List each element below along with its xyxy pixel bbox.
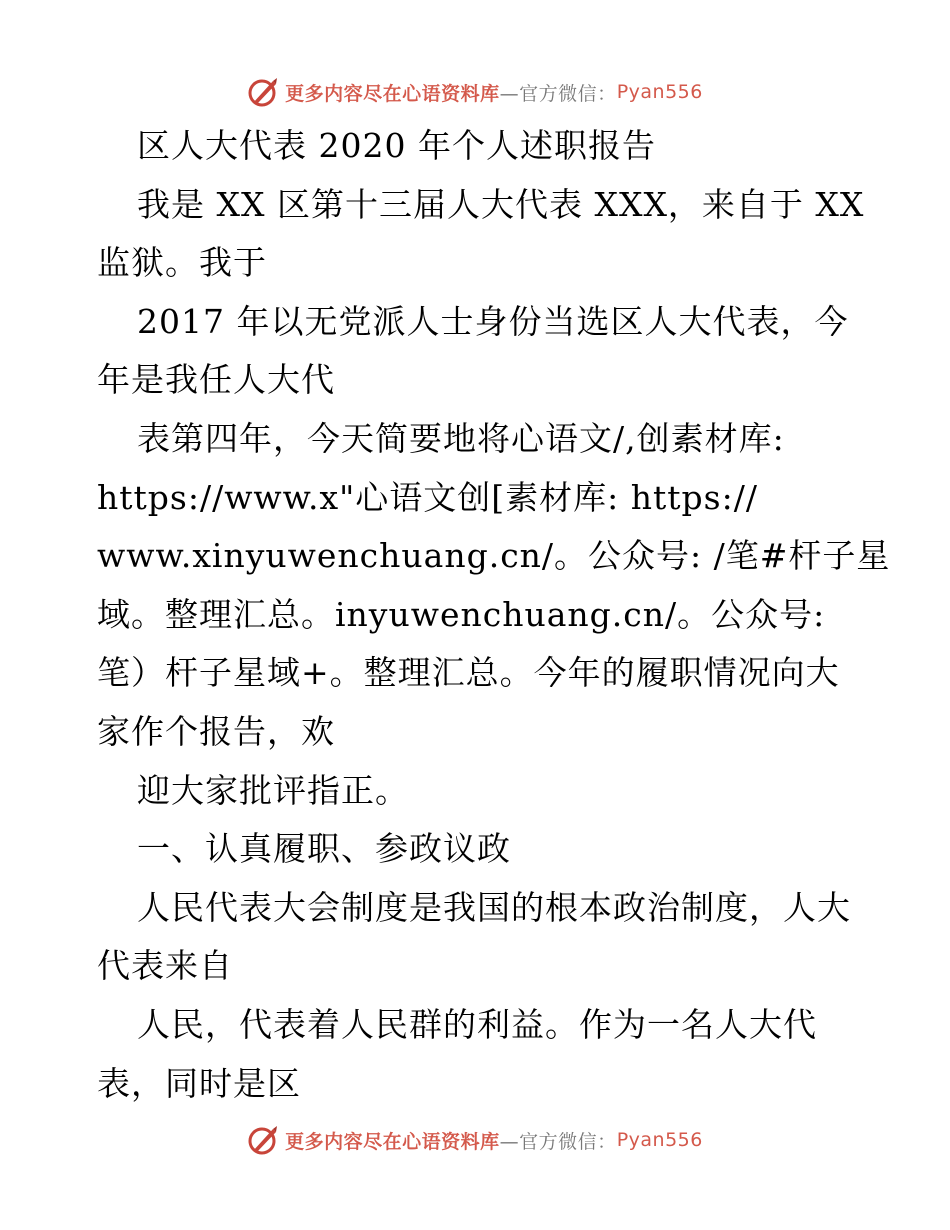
quill-logo-icon bbox=[247, 76, 279, 108]
text-line: www.xinyuwenchuang.cn/。公众号: /笔#杆子星 bbox=[97, 536, 891, 576]
text-line: 表第四年，今天简要地将心语文/,创素材库: bbox=[137, 418, 785, 458]
text-line: 监狱。我于 bbox=[97, 243, 267, 283]
text-line: 家作个报告，欢 bbox=[97, 711, 335, 751]
text-line: 2017 年以无党派人士身份当选区人大代表，今 bbox=[137, 301, 849, 341]
watermark-wechat-id: Pyan556 bbox=[616, 1129, 703, 1151]
watermark-site-name: 更多内容尽在心语资料库 bbox=[285, 1130, 500, 1153]
text-line: 人民，代表着人民群的利益。作为一名人大代 bbox=[137, 1004, 817, 1044]
watermark-text bbox=[285, 79, 703, 106]
watermark-wechat-label: —官方微信： bbox=[499, 1130, 617, 1153]
watermark-text bbox=[285, 1127, 703, 1154]
text-line: 笔）杆子星域+。整理汇总。今年的履职情况向大 bbox=[97, 653, 840, 693]
text-line: 迎大家批评指正。 bbox=[137, 770, 409, 810]
text-line: 年是我任人大代 bbox=[97, 360, 335, 400]
footer-watermark bbox=[0, 1120, 950, 1160]
text-line: 我是 XX 区第十三届人大代表 XXX，来自于 XX bbox=[137, 184, 865, 224]
watermark-site-name: 更多内容尽在心语资料库 bbox=[285, 82, 500, 105]
text-line: 代表来自 bbox=[97, 946, 233, 986]
quill-logo-icon bbox=[247, 1124, 279, 1156]
text-line: https://www.x"心语文创[素材库: https:// bbox=[97, 477, 758, 517]
text-line: 表，同时是区 bbox=[97, 1063, 301, 1103]
document-body bbox=[97, 117, 891, 1113]
watermark-wechat-id: Pyan556 bbox=[616, 81, 703, 103]
header-watermark bbox=[0, 72, 950, 112]
document-title: 区人大代表 2020 年个人述职报告 bbox=[137, 126, 656, 165]
watermark-wechat-label: —官方微信： bbox=[499, 82, 617, 105]
text-line: 人民代表大会制度是我国的根本政治制度，人大 bbox=[137, 887, 851, 927]
text-line: 域。整理汇总。inyuwenchuang.cn/。公众号: bbox=[97, 594, 826, 634]
section-heading: 一、认真履职、参政议政 bbox=[137, 829, 511, 869]
